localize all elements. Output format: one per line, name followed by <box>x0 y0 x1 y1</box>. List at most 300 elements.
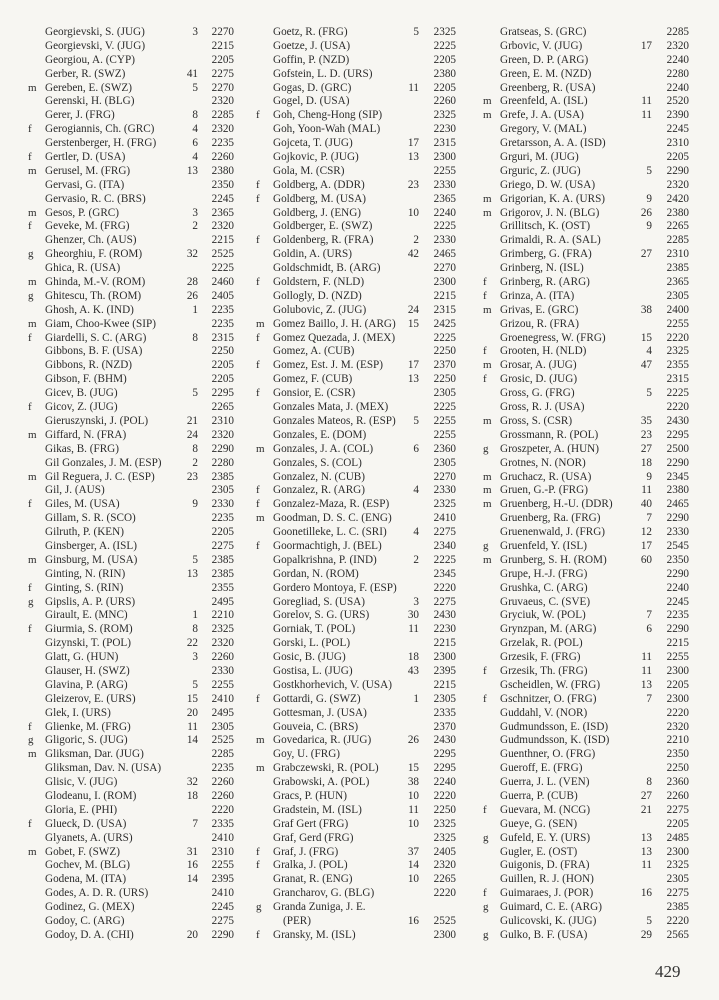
player-name-text: Grzelak, R. (POL) <box>500 637 583 650</box>
player-title: f <box>483 289 487 302</box>
player-entry <box>28 915 235 929</box>
rating-value: 2265 <box>666 220 689 233</box>
games-count: 15 <box>186 692 198 705</box>
player-name-text: Graf, J. (FRG) <box>273 845 339 858</box>
rating-value: 2410 <box>433 512 456 525</box>
games-count: 37 <box>407 845 419 858</box>
player-entry <box>483 262 696 276</box>
rating-value: 2320 <box>211 637 234 650</box>
games-count: 10 <box>407 789 419 802</box>
player-entry <box>483 332 696 346</box>
player-entry <box>28 859 235 873</box>
player-entry <box>256 707 456 721</box>
rating-value: 2235 <box>211 512 234 525</box>
player-entry <box>256 818 456 832</box>
player-title: f <box>256 331 260 344</box>
player-name <box>273 776 369 790</box>
player-title: f <box>256 387 260 400</box>
player-name <box>500 165 581 179</box>
player-name-text: Grossmann, R. (POL) <box>500 428 599 441</box>
player-title: m <box>256 734 265 747</box>
player-entry <box>256 929 456 943</box>
rating-value: 2300 <box>666 692 689 705</box>
player-name-text: Glatt, G. (HUN) <box>45 651 119 664</box>
player-name-text: Grinberg, N. (ISL) <box>500 262 584 275</box>
player-title: g <box>28 289 34 302</box>
player-entry <box>28 373 235 387</box>
player-name-text: Gil, J. (AUS) <box>45 484 105 497</box>
player-entry <box>28 262 235 276</box>
column-1 <box>28 26 235 943</box>
rating-value: 2225 <box>433 553 456 566</box>
player-name <box>273 373 352 387</box>
player-entry <box>28 846 235 860</box>
games-count: 13 <box>640 845 652 858</box>
rating-value: 2215 <box>433 678 456 691</box>
player-entry <box>28 387 235 401</box>
player-name <box>45 82 132 96</box>
rating-value: 2410 <box>211 692 234 705</box>
player-name-text: Gilruth, P. (KEN) <box>45 526 124 539</box>
player-name <box>45 387 118 401</box>
page-number: 429 <box>655 962 681 981</box>
player-entry <box>483 776 696 790</box>
games-count: 13 <box>640 678 652 691</box>
player-entry <box>28 68 235 82</box>
player-title: m <box>483 359 492 372</box>
player-name-text: Gil Gonzales, J. M. (ESP) <box>45 456 162 469</box>
player-title: g <box>483 901 489 914</box>
rating-value: 2220 <box>433 789 456 802</box>
rating-value: 2380 <box>211 164 234 177</box>
player-name-text: Golubovic, Z. (JUG) <box>273 303 367 316</box>
player-title: m <box>483 470 492 483</box>
player-name-text: Ghenzer, Ch. (AUS) <box>45 234 137 247</box>
player-entry <box>256 693 456 707</box>
rating-value: 2325 <box>211 623 234 636</box>
player-name <box>273 248 352 262</box>
player-name-text: Gerusel, M. (FRG) <box>45 164 131 177</box>
rating-value: 2205 <box>433 81 456 94</box>
player-name-text: Gonzales, E. (DOM) <box>273 428 367 441</box>
player-name-text: Godinez, G. (MEX) <box>45 901 135 914</box>
games-count: 27 <box>640 789 652 802</box>
player-name-text: Gertler, D. (USA) <box>45 151 126 164</box>
rating-value: 2305 <box>433 456 456 469</box>
player-entry <box>483 234 696 248</box>
player-entry <box>256 429 456 443</box>
games-count: 15 <box>407 317 419 330</box>
player-name <box>45 776 117 790</box>
player-name-text: Ghosh, A. K. (IND) <box>45 303 134 316</box>
player-name <box>45 901 134 915</box>
games-count: 6 <box>413 442 419 455</box>
player-name <box>45 748 144 762</box>
player-name <box>45 665 130 679</box>
player-name-text: Gogel, D. (USA) <box>273 95 350 108</box>
player-entry <box>483 304 696 318</box>
player-name-text: Gulko, B. F. (USA) <box>500 928 588 941</box>
player-name <box>273 234 373 248</box>
player-name-text: Green, D. P. (ARG) <box>500 53 589 66</box>
player-name <box>273 457 362 471</box>
player-entry <box>483 95 696 109</box>
rating-value: 2350 <box>666 553 689 566</box>
player-name <box>273 679 392 693</box>
player-title: g <box>483 831 489 844</box>
player-name <box>45 276 145 290</box>
player-title: m <box>28 276 37 289</box>
player-name-text: Gipslis, A. P. (URS) <box>45 595 136 608</box>
player-entry <box>256 68 456 82</box>
games-count: 5 <box>646 915 652 927</box>
player-entry <box>483 609 696 623</box>
player-title: m <box>256 442 265 455</box>
games-count: 35 <box>640 414 652 427</box>
rating-value: 2235 <box>666 609 689 622</box>
player-name <box>500 707 587 721</box>
player-name <box>500 568 587 582</box>
player-name-text: Gonzales, J. A. (COL) <box>273 442 374 455</box>
player-name-text: Goldberg, A. (DDR) <box>273 178 365 191</box>
games-count: 20 <box>186 928 198 941</box>
games-count: 41 <box>186 67 198 80</box>
rating-value: 2220 <box>211 803 234 816</box>
rating-value: 2240 <box>666 81 689 94</box>
player-entry <box>28 54 235 68</box>
player-entry <box>28 596 235 610</box>
rating-value: 2215 <box>433 289 456 302</box>
player-title: g <box>483 539 489 552</box>
player-name <box>500 95 588 109</box>
player-name-text: Grancharov, G. (BLG) <box>273 887 375 900</box>
rating-value: 2320 <box>211 95 234 108</box>
player-name <box>500 304 578 318</box>
player-name <box>273 429 366 443</box>
rating-value: 2240 <box>666 581 689 594</box>
player-entry <box>28 443 235 457</box>
player-entry <box>28 109 235 123</box>
rating-value: 2310 <box>211 845 234 858</box>
player-name <box>500 207 599 221</box>
games-count: 24 <box>407 303 419 316</box>
games-count: 10 <box>407 206 419 219</box>
rating-value: 2285 <box>666 234 689 247</box>
player-name-text: Guimard, C. E. (ARG) <box>500 901 602 914</box>
player-entry <box>483 512 696 526</box>
rating-value: 2300 <box>433 276 456 289</box>
player-name <box>500 332 606 346</box>
games-count: 13 <box>186 567 198 580</box>
player-name <box>273 651 346 665</box>
rating-value: 2220 <box>433 887 456 900</box>
player-entry <box>28 345 235 359</box>
player-name <box>273 721 358 735</box>
player-title: f <box>28 220 32 233</box>
player-name-text: Gopalkrishna, P. (IND) <box>273 553 377 566</box>
games-count: 10 <box>407 873 419 886</box>
rating-value: 2300 <box>433 151 456 164</box>
rating-value: 2310 <box>666 137 689 150</box>
player-name <box>500 915 596 929</box>
rating-value: 2345 <box>433 567 456 580</box>
player-name <box>500 54 588 68</box>
games-count: 5 <box>192 678 198 691</box>
rating-value: 2350 <box>211 178 234 191</box>
games-count: 7 <box>646 512 652 525</box>
player-entry <box>256 859 456 873</box>
player-name-text: Grabczewski, R. (POL) <box>273 762 379 775</box>
player-entry <box>256 332 456 346</box>
player-name <box>273 387 355 401</box>
rating-value: 2290 <box>666 456 689 469</box>
games-count: 3 <box>192 26 198 38</box>
games-count: 11 <box>408 81 419 94</box>
player-entry <box>28 651 235 665</box>
player-name <box>45 359 132 373</box>
games-count: 14 <box>407 859 419 872</box>
player-entry <box>256 540 456 554</box>
games-count: 7 <box>646 609 652 622</box>
player-name-text: Grooten, H. (NLD) <box>500 345 587 358</box>
rating-value: 2365 <box>666 276 689 289</box>
player-name <box>500 471 591 485</box>
rating-value: 2325 <box>433 831 456 844</box>
player-title: m <box>28 470 37 483</box>
player-entry <box>256 623 456 637</box>
games-count: 15 <box>407 762 419 775</box>
rating-value: 2525 <box>211 248 234 261</box>
player-name-text: Giurmia, S. (ROM) <box>45 623 133 636</box>
player-name <box>500 220 590 234</box>
rating-value: 2325 <box>433 26 456 38</box>
player-name <box>273 512 392 526</box>
player-name <box>45 790 136 804</box>
player-name-text: Goh, Cheng-Hong (SIP) <box>273 109 383 122</box>
rating-value: 2330 <box>433 484 456 497</box>
rating-value: 2270 <box>211 81 234 94</box>
rating-value: 2225 <box>433 39 456 52</box>
player-name-text: Grosic, D. (JUG) <box>500 373 578 386</box>
player-entry <box>256 123 456 137</box>
player-name <box>500 623 596 637</box>
player-name-text: Gervasio, R. C. (BRS) <box>45 192 146 205</box>
player-entry <box>28 623 235 637</box>
player-name-text: Gouveia, C. (BRS) <box>273 720 359 733</box>
rating-value: 2400 <box>666 303 689 316</box>
player-name-text: Gojkovic, P. (JUG) <box>273 151 359 164</box>
player-entry <box>28 762 235 776</box>
player-entry <box>256 304 456 318</box>
player-entry <box>256 582 456 596</box>
player-name <box>45 734 128 748</box>
player-name-text: Gruenberg, H.-U. (DDR) <box>500 498 613 511</box>
player-name <box>45 109 115 123</box>
player-name <box>45 471 155 485</box>
rating-value: 2565 <box>666 928 689 941</box>
player-name-text: Goldstern, F. (NLD) <box>273 276 365 289</box>
rating-value: 2330 <box>211 664 234 677</box>
rating-value: 2335 <box>211 817 234 830</box>
rating-value: 2225 <box>433 220 456 233</box>
rating-value: 2215 <box>211 39 234 52</box>
games-count: 11 <box>641 664 652 677</box>
player-name-text: Goh, Yoon-Wah (MAL) <box>273 123 381 136</box>
player-name-text: Goy, U. (FRG) <box>273 748 341 761</box>
player-title: m <box>28 164 37 177</box>
rating-value: 2235 <box>211 762 234 775</box>
player-name <box>45 332 146 346</box>
rating-value: 2285 <box>211 748 234 761</box>
player-name <box>500 262 584 276</box>
player-entry <box>483 873 696 887</box>
rating-value: 2385 <box>211 470 234 483</box>
games-count: 4 <box>192 151 198 164</box>
games-count: 13 <box>186 164 198 177</box>
player-entry <box>28 151 235 165</box>
player-title: f <box>483 276 487 289</box>
player-name <box>500 748 595 762</box>
player-entry <box>483 220 696 234</box>
player-entry <box>483 693 696 707</box>
rating-value: 2430 <box>433 734 456 747</box>
player-name <box>273 332 395 346</box>
player-name-text: Grbovic, V. (JUG) <box>500 39 583 52</box>
rating-value: 2385 <box>666 901 689 914</box>
player-name-text: Gonzales Mateos, R. (ESP) <box>273 414 396 427</box>
player-name <box>45 651 118 665</box>
rating-value: 2325 <box>433 109 456 122</box>
player-name <box>45 693 136 707</box>
player-name-text: Goldberg, J. (ENG) <box>273 206 362 219</box>
player-title: f <box>28 331 32 344</box>
games-count: 13 <box>407 151 419 164</box>
player-title: f <box>28 151 32 164</box>
rating-value: 2305 <box>433 387 456 400</box>
player-entry <box>28 471 235 485</box>
player-name <box>273 276 364 290</box>
player-entry <box>483 443 696 457</box>
games-count: 38 <box>640 303 652 316</box>
player-entry <box>28 276 235 290</box>
player-entry <box>256 234 456 248</box>
player-entry <box>256 318 456 332</box>
player-name <box>45 623 133 637</box>
player-title: f <box>256 109 260 122</box>
player-name <box>45 707 111 721</box>
player-name <box>273 623 355 637</box>
player-title: f <box>28 581 32 594</box>
player-name-text: Glyanets, A. (URS) <box>45 831 133 844</box>
player-name-text: Gross, S. (CSR) <box>500 414 573 427</box>
player-name <box>500 359 577 373</box>
player-entry <box>256 568 456 582</box>
games-count: 9 <box>646 220 652 233</box>
player-entry <box>28 165 235 179</box>
player-entry <box>483 151 696 165</box>
player-entry <box>483 207 696 221</box>
player-entry <box>256 762 456 776</box>
rating-value: 2425 <box>433 317 456 330</box>
player-entry <box>483 498 696 512</box>
player-entry <box>483 623 696 637</box>
player-entry <box>28 193 235 207</box>
player-entry <box>483 901 696 915</box>
player-name-text: Gulicovski, K. (JUG) <box>500 915 597 927</box>
player-entry <box>483 679 696 693</box>
player-name <box>45 832 133 846</box>
player-name-text: Grunberg, S. H. (ROM) <box>500 553 607 566</box>
player-name <box>500 457 586 471</box>
player-name-text: Guerra, P. (CUB) <box>500 789 578 802</box>
player-entry <box>483 359 696 373</box>
player-name-text: Gonzalez, N. (CUB) <box>273 470 365 483</box>
games-count: 29 <box>640 928 652 941</box>
player-name-text: Guigonis, D. (FRA) <box>500 859 590 872</box>
player-name <box>273 554 377 568</box>
rating-value: 2210 <box>666 734 689 747</box>
player-name-text: Goodman, D. S. C. (ENG) <box>273 512 392 525</box>
games-count: 1 <box>192 609 198 622</box>
rating-value: 2205 <box>666 151 689 164</box>
games-count: 5 <box>413 414 419 427</box>
player-title: f <box>256 359 260 372</box>
player-name-text: Gorelov, S. G. (URS) <box>273 609 370 622</box>
rating-value: 2250 <box>433 373 456 386</box>
player-name <box>500 929 587 943</box>
player-name-text: Goonetilleke, L. C. (SRI) <box>273 526 387 539</box>
rating-value: 2320 <box>211 220 234 233</box>
player-entry <box>483 721 696 735</box>
rating-value: 2275 <box>433 595 456 608</box>
player-name <box>45 609 128 623</box>
player-entry <box>28 304 235 318</box>
player-entry <box>28 721 235 735</box>
player-entry <box>483 276 696 290</box>
player-title: g <box>256 901 262 914</box>
player-entry <box>28 540 235 554</box>
player-name <box>45 498 120 512</box>
games-count: 22 <box>186 637 198 650</box>
rating-value: 2370 <box>433 720 456 733</box>
player-entry <box>483 54 696 68</box>
player-name-text: Glueck, D. (USA) <box>45 817 127 830</box>
player-title: f <box>483 345 487 358</box>
player-entry <box>28 332 235 346</box>
rating-value: 2290 <box>666 567 689 580</box>
player-entry <box>28 679 235 693</box>
rating-value: 2220 <box>666 915 689 927</box>
player-entry <box>28 526 235 540</box>
player-name <box>500 137 606 151</box>
player-name <box>500 637 583 651</box>
rating-value: 2260 <box>433 95 456 108</box>
player-entry <box>483 165 696 179</box>
rating-value: 2235 <box>211 303 234 316</box>
player-name <box>45 290 141 304</box>
rating-value: 2275 <box>666 803 689 816</box>
player-entry <box>256 846 456 860</box>
player-name-text: Gufeld, E. Y. (URS) <box>500 831 591 844</box>
player-title: m <box>28 845 37 858</box>
player-name-text: Gross, R. J. (USA) <box>500 401 585 414</box>
games-count: 2 <box>413 234 419 247</box>
player-entry <box>256 262 456 276</box>
player-name-text: Groenegress, W. (FRG) <box>500 331 606 344</box>
player-entry <box>256 151 456 165</box>
player-title: m <box>483 414 492 427</box>
player-name-text: Grinza, A. (ITA) <box>500 289 575 302</box>
